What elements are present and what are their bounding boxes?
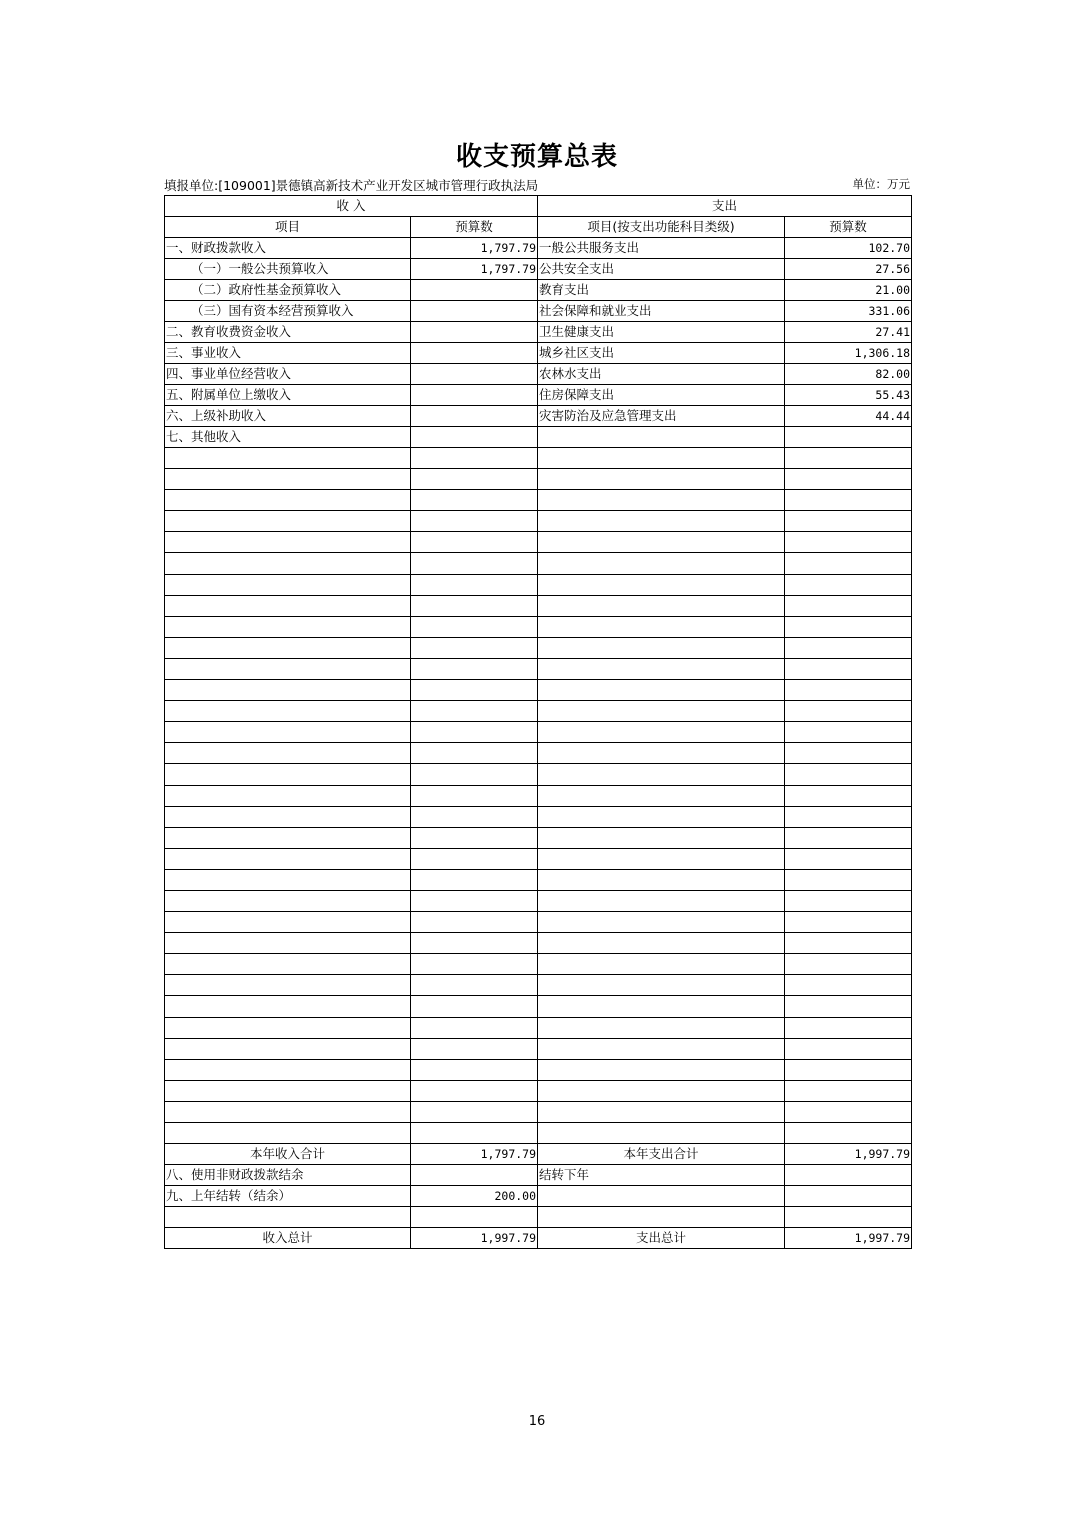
blank-row (165, 785, 912, 806)
income-item: （二）政府性基金预算收入 (165, 280, 411, 301)
expense-amount: 1,306.18 (785, 343, 912, 364)
empty-cell (538, 1080, 785, 1101)
empty-cell (538, 848, 785, 869)
empty-cell (165, 658, 411, 679)
empty-cell (785, 616, 912, 637)
empty-cell (538, 616, 785, 637)
income-amount (411, 280, 538, 301)
income-item: 四、事业单位经营收入 (165, 364, 411, 385)
empty-cell (538, 869, 785, 890)
empty-cell (785, 637, 912, 658)
empty-cell (785, 806, 912, 827)
blank-row (165, 532, 912, 553)
empty-cell (538, 996, 785, 1017)
empty-cell (411, 574, 538, 595)
expense-total-label: 本年支出合计 (538, 1144, 785, 1165)
empty-cell (785, 869, 912, 890)
empty-cell (165, 848, 411, 869)
expense-amount: 55.43 (785, 385, 912, 406)
empty-cell (411, 954, 538, 975)
group-header-row (165, 196, 912, 217)
table-row (165, 238, 912, 259)
empty-cell (165, 869, 411, 890)
income-item: 二、教育收费资金收入 (165, 322, 411, 343)
empty-cell (538, 912, 785, 933)
expense-amount: 27.56 (785, 259, 912, 280)
blank-row (165, 595, 912, 616)
empty-cell (411, 595, 538, 616)
empty-cell (411, 658, 538, 679)
empty-cell (411, 848, 538, 869)
empty-cell (165, 996, 411, 1017)
page-title: 收支预算总表 (455, 142, 618, 172)
empty-cell (165, 975, 411, 996)
table-row (165, 385, 912, 406)
grand-expense-value: 1,997.79 (785, 1227, 912, 1248)
expense-item (538, 427, 785, 448)
income-item: 一、财政拨款收入 (165, 238, 411, 259)
budget-summary-table (164, 195, 912, 1249)
blank-row (165, 1080, 912, 1101)
empty-cell (538, 954, 785, 975)
empty-cell (538, 658, 785, 679)
empty-cell (538, 1038, 785, 1059)
blank-row (165, 616, 912, 637)
table-row (165, 301, 912, 322)
empty-cell (785, 490, 912, 511)
empty-cell (165, 806, 411, 827)
table-row (165, 322, 912, 343)
empty-cell (411, 996, 538, 1017)
summary-row (165, 1144, 912, 1165)
empty-cell (411, 890, 538, 911)
grand-income-label: 收入总计 (165, 1227, 411, 1248)
empty-cell (538, 490, 785, 511)
expense-amount-header: 预算数 (785, 217, 912, 238)
empty-cell (538, 975, 785, 996)
table-row (165, 280, 912, 301)
empty-cell (785, 469, 912, 490)
income-item: 六、上级补助收入 (165, 406, 411, 427)
empty-cell (785, 975, 912, 996)
empty-cell (411, 827, 538, 848)
income-amount (411, 301, 538, 322)
empty-cell (165, 1038, 411, 1059)
expense-amount: 44.44 (785, 406, 912, 427)
empty-cell (538, 553, 785, 574)
blank-row (165, 912, 912, 933)
empty-cell (165, 785, 411, 806)
empty-cell (411, 616, 538, 637)
income-amount (411, 406, 538, 427)
expense-item: 公共安全支出 (538, 259, 785, 280)
empty-cell (785, 532, 912, 553)
empty-cell (411, 1080, 538, 1101)
empty-cell (538, 743, 785, 764)
grand-expense-label: 支出总计 (538, 1227, 785, 1248)
expense-amount (785, 1186, 912, 1207)
expense-item: 农林水支出 (538, 364, 785, 385)
income-amount (411, 343, 538, 364)
empty-cell (785, 1123, 912, 1144)
empty-cell (165, 701, 411, 722)
blank-row (165, 511, 912, 532)
empty-cell (538, 701, 785, 722)
empty-cell (785, 743, 912, 764)
empty-cell (411, 785, 538, 806)
empty-cell (785, 1059, 912, 1080)
empty-cell (785, 996, 912, 1017)
income-item: 三、事业收入 (165, 343, 411, 364)
empty-cell (411, 1123, 538, 1144)
empty-cell (538, 764, 785, 785)
income-total-value: 1,797.79 (411, 1144, 538, 1165)
expense-item: 住房保障支出 (538, 385, 785, 406)
expense-item: 一般公共服务支出 (538, 238, 785, 259)
blank-row (165, 890, 912, 911)
empty-cell (165, 933, 411, 954)
empty-cell (165, 448, 411, 469)
empty-cell (411, 743, 538, 764)
empty-cell (411, 490, 538, 511)
table-row (165, 1165, 912, 1186)
income-amount (411, 1165, 538, 1186)
empty-cell (538, 469, 785, 490)
empty-cell (538, 933, 785, 954)
expense-amount: 102.70 (785, 238, 912, 259)
income-group-header: 收 入 (165, 196, 538, 217)
empty-cell (411, 869, 538, 890)
empty-cell (411, 806, 538, 827)
empty-cell (538, 1207, 785, 1228)
expense-item (538, 1186, 785, 1207)
empty-cell (785, 848, 912, 869)
empty-cell (785, 912, 912, 933)
income-total-label: 本年收入合计 (165, 1144, 411, 1165)
empty-cell (165, 764, 411, 785)
empty-cell (538, 1059, 785, 1080)
empty-cell (165, 954, 411, 975)
empty-cell (165, 1059, 411, 1080)
blank-row (165, 1017, 912, 1038)
empty-cell (538, 890, 785, 911)
blank-row (165, 743, 912, 764)
empty-cell (785, 764, 912, 785)
empty-cell (411, 469, 538, 490)
blank-row (165, 996, 912, 1017)
income-amount (411, 364, 538, 385)
empty-cell (538, 532, 785, 553)
empty-cell (785, 1080, 912, 1101)
empty-cell (785, 827, 912, 848)
empty-cell (411, 975, 538, 996)
empty-cell (785, 1101, 912, 1122)
empty-cell (165, 912, 411, 933)
empty-cell (165, 637, 411, 658)
income-item: （三）国有资本经营预算收入 (165, 301, 411, 322)
empty-cell (411, 680, 538, 701)
expense-item: 灾害防治及应急管理支出 (538, 406, 785, 427)
empty-cell (165, 469, 411, 490)
blank-row (165, 975, 912, 996)
empty-cell (785, 890, 912, 911)
empty-cell (411, 448, 538, 469)
table-row (165, 427, 912, 448)
blank-row (165, 553, 912, 574)
expense-amount (785, 427, 912, 448)
empty-cell (165, 511, 411, 532)
empty-cell (165, 1123, 411, 1144)
empty-cell (785, 1207, 912, 1228)
empty-cell (785, 785, 912, 806)
empty-cell (785, 1038, 912, 1059)
empty-cell (785, 1017, 912, 1038)
blank-row (165, 848, 912, 869)
table-row (165, 343, 912, 364)
blank-row (165, 764, 912, 785)
empty-cell (411, 764, 538, 785)
empty-cell (538, 680, 785, 701)
income-item-header: 项目 (165, 217, 411, 238)
empty-cell (538, 722, 785, 743)
expense-item: 教育支出 (538, 280, 785, 301)
empty-cell (785, 658, 912, 679)
report-meta (164, 176, 910, 194)
blank-row (165, 490, 912, 511)
empty-cell (411, 722, 538, 743)
expense-item: 结转下年 (538, 1165, 785, 1186)
income-amount: 200.00 (411, 1186, 538, 1207)
expense-item: 卫生健康支出 (538, 322, 785, 343)
empty-cell (785, 574, 912, 595)
empty-cell (538, 595, 785, 616)
empty-cell (411, 1101, 538, 1122)
blank-row (165, 637, 912, 658)
blank-row (165, 469, 912, 490)
table-row (165, 259, 912, 280)
income-amount (411, 427, 538, 448)
empty-cell (411, 637, 538, 658)
income-item: （一）一般公共预算收入 (165, 259, 411, 280)
blank-row (165, 954, 912, 975)
blank-row (165, 869, 912, 890)
empty-cell (411, 1059, 538, 1080)
empty-cell (538, 511, 785, 532)
empty-cell (165, 722, 411, 743)
blank-row (165, 827, 912, 848)
empty-cell (165, 890, 411, 911)
page-number: 16 (528, 1414, 546, 1429)
expense-item: 城乡社区支出 (538, 343, 785, 364)
table-row (165, 406, 912, 427)
income-item: 八、使用非财政拨款结余 (165, 1165, 411, 1186)
empty-cell (411, 511, 538, 532)
table-row (165, 1186, 912, 1207)
empty-cell (411, 912, 538, 933)
empty-cell (165, 1207, 411, 1228)
empty-cell (538, 637, 785, 658)
income-item: 九、上年结转（结余） (165, 1186, 411, 1207)
empty-cell (538, 806, 785, 827)
blank-row (165, 680, 912, 701)
income-amount: 1,797.79 (411, 259, 538, 280)
empty-cell (538, 574, 785, 595)
empty-cell (411, 1038, 538, 1059)
empty-cell (785, 511, 912, 532)
blank-row (165, 1038, 912, 1059)
empty-cell (165, 553, 411, 574)
blank-row (165, 1123, 912, 1144)
blank-row (165, 1059, 912, 1080)
empty-cell (165, 1080, 411, 1101)
empty-cell (785, 680, 912, 701)
empty-cell (538, 1101, 785, 1122)
blank-row (165, 701, 912, 722)
empty-cell (411, 553, 538, 574)
empty-cell (538, 1017, 785, 1038)
empty-cell (785, 595, 912, 616)
grand-income-value: 1,997.79 (411, 1227, 538, 1248)
income-amount-header: 预算数 (411, 217, 538, 238)
empty-cell (785, 553, 912, 574)
empty-cell (538, 785, 785, 806)
empty-cell (165, 574, 411, 595)
empty-cell (411, 701, 538, 722)
expense-amount: 27.41 (785, 322, 912, 343)
empty-cell (165, 595, 411, 616)
empty-cell (411, 1017, 538, 1038)
empty-cell (165, 827, 411, 848)
table-row (165, 364, 912, 385)
expense-group-header: 支出 (538, 196, 912, 217)
empty-cell (785, 954, 912, 975)
income-item: 五、附属单位上缴收入 (165, 385, 411, 406)
empty-cell (411, 1207, 538, 1228)
blank-row (165, 1101, 912, 1122)
expense-amount: 82.00 (785, 364, 912, 385)
reporting-unit: 填报单位:[109001]景德镇高新技术产业开发区城市管理行政执法局 (164, 178, 539, 193)
income-amount (411, 385, 538, 406)
empty-cell (411, 532, 538, 553)
empty-cell (538, 448, 785, 469)
blank-row (165, 722, 912, 743)
blank-row (165, 448, 912, 469)
income-amount: 1,797.79 (411, 238, 538, 259)
expense-amount: 331.06 (785, 301, 912, 322)
empty-cell (538, 827, 785, 848)
empty-cell (411, 933, 538, 954)
currency-unit: 单位：万元 (852, 177, 910, 191)
blank-row (165, 658, 912, 679)
column-header-row (165, 217, 912, 238)
income-amount (411, 322, 538, 343)
empty-cell (165, 680, 411, 701)
table-row (165, 1207, 912, 1228)
empty-cell (165, 1017, 411, 1038)
empty-cell (165, 490, 411, 511)
expense-amount (785, 1165, 912, 1186)
empty-cell (538, 1123, 785, 1144)
empty-cell (785, 448, 912, 469)
blank-row (165, 806, 912, 827)
empty-cell (165, 743, 411, 764)
empty-cell (785, 722, 912, 743)
expense-amount: 21.00 (785, 280, 912, 301)
blank-row (165, 933, 912, 954)
expense-item-header: 项目(按支出功能科目类级) (538, 217, 785, 238)
empty-cell (165, 532, 411, 553)
empty-cell (785, 933, 912, 954)
empty-cell (165, 1101, 411, 1122)
expense-total-value: 1,997.79 (785, 1144, 912, 1165)
empty-cell (165, 616, 411, 637)
grand-total-row (165, 1227, 912, 1248)
income-item: 七、其他收入 (165, 427, 411, 448)
empty-cell (785, 701, 912, 722)
blank-row (165, 574, 912, 595)
expense-item: 社会保障和就业支出 (538, 301, 785, 322)
